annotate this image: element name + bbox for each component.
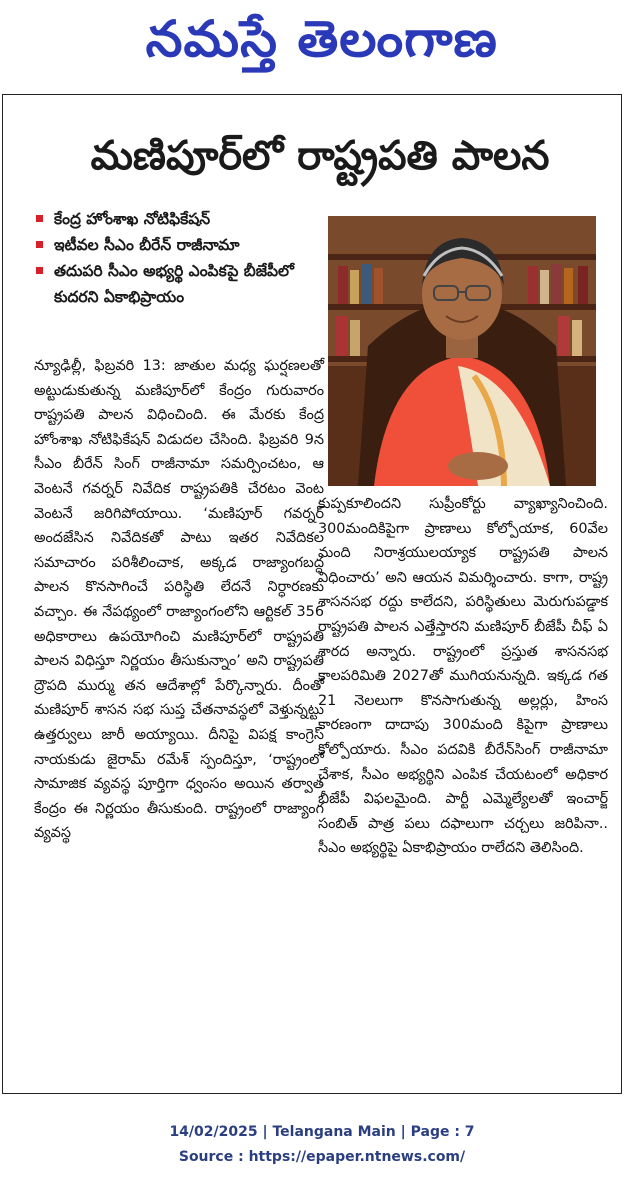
- portrait-illustration: [328, 216, 596, 486]
- bullet-item: తదుపరి సీఎం అభ్యర్థి ఎంపికపై బీజేపీలో కుదరని ఏకాభిప్రాయం: [36, 258, 326, 310]
- bullet-list: [36, 206, 326, 310]
- headline: మణిపూర్‌లో రాష్ట్రపతి పాలన: [90, 133, 550, 179]
- masthead: [60, 4, 584, 86]
- article-body-right: కుప్పకూలిందని సుప్రీంకోర్టు వ్యాఖ్యానించింది. 300మందికిపైగా ప్రాణాలు కోల్పోయాక, 60వేల మంది నిరాశ్రయులయ్యాక రాష్ట్రపతి పాలన విధించారు’ అని ఆయన విమర్శించారు. కాగా, రాష్ట్ర శాసనసభ రద్దు కాలేదని, పరిస్థితులు మెరుగుపడ్డాక రాష్ట్రపతి పాలన ఎత్తేస్తారని మణిపూర్ బీజేపీ చీఫ్ ఏ శారద అన్నారు. రాష్ట్రంలో ప్రస్తుత శాసనసభ కాలపరిమితి 2027తో ముగియనున్నది. ఇక్కడ గత 21 నెలలుగా కొనసాగుతున్న అల్లర్లు, హింస కారణంగా దాదాపు 300మంది కిపైగా ప్రాణాలు కోల్పోయారు. సీఎం పదవికి బీరేన్‌సింగ్ రాజీనామా చేశాక, సీఎం అభ్యర్థిని ఎంపిక చేయటంలో అధికార బీజేపీ విఫలమైంది. పార్టీ ఎమ్మెల్యేలతో ఇంచార్జ్ సంబిత్ పాత్ర పలు దఫాలుగా చర్చలు జరిపినా.. సీఎం అభ్యర్థిపై ఏకాభిప్రాయం రాలేదని తెలిసింది.: [318, 496, 608, 857]
- footer-date-line: 14/02/2025 | Telangana Main | Page : 7: [169, 1124, 475, 1140]
- masthead-title: నమస్తే తెలంగాణ: [145, 9, 499, 68]
- bullet-item: కేంద్ర హోంశాఖ నోటిఫికేషన్: [36, 206, 326, 232]
- footer-source-line: Source : https://epaper.ntnews.com/: [178, 1149, 466, 1165]
- footer: [0, 1120, 644, 1170]
- article-body-left: న్యూఢిల్లీ, ఫిబ్రవరి 13: జాతుల మధ్య ఘర్షణలతో అట్టుడుకుతున్న మణిపూర్‌లో కేంద్రం గురువారం రాష్ట్రపతి పాలన విధించింది. ఈ మేరకు కేంద్ర హోంశాఖ నోటిఫికేషన్ విడుదల చేసింది. ఫిబ్రవరి 9న సీఎం బీరేన్ సింగ్ రాజీనామా సమర్పించటం, ఆ వెంటనే గవర్నర్ నివేదిక రాష్ట్రపతికి చేరటం వెంట వెంటనే జరిగిపోయాయి. ‘మణిపూర్ గవర్నర్ అందజేసిన నివేదికతో పాటు ఇతర నివేదికల సమాచారం పరిశీలించాక, అక్కడ రాజ్యాంగబద్ధ పాలన కొనసాగించే పరిస్థితి లేదనే నిర్ధారణకు వచ్చాం. ఈ నేపథ్యంలో రాజ్యాంగంలోని ఆర్టికల్ 356 అధికారాలు ఉపయోగించి మణిపూర్‌లో రాష్ట్రపతి పాలన విధిస్తూ నిర్ణయం తీసుకున్నాం’ అని రాష్ట్రపతి ద్రౌపది ముర్ము తన ఆదేశాల్లో పేర్కొన్నారు. దీంతో మణిపూర్ శాసన సభ సుప్త చేతనావస్థలో వెళ్తున్నట్టు ఉత్తర్వులు జారీ అయ్యాయి. దీనిపై విపక్ష కాంగ్రెస్ నాయకుడు జైరామ్ రమేశ్ స్పందిస్తూ, ‘రాష్ట్రంలో సామాజిక వ్యవస్థ పూర్తిగా ధ్వంసం అయిన తర్వాత కేంద్రం ఈ నిర్ణయం తీసుకుంది. రాష్ట్రంలో రాజ్యాంగ వ్యవస్థ: [34, 358, 324, 842]
- bullet-item: ఇటీవల సీఎం బీరేన్ రాజీనామా: [36, 232, 326, 258]
- portrait-photo: [328, 216, 596, 486]
